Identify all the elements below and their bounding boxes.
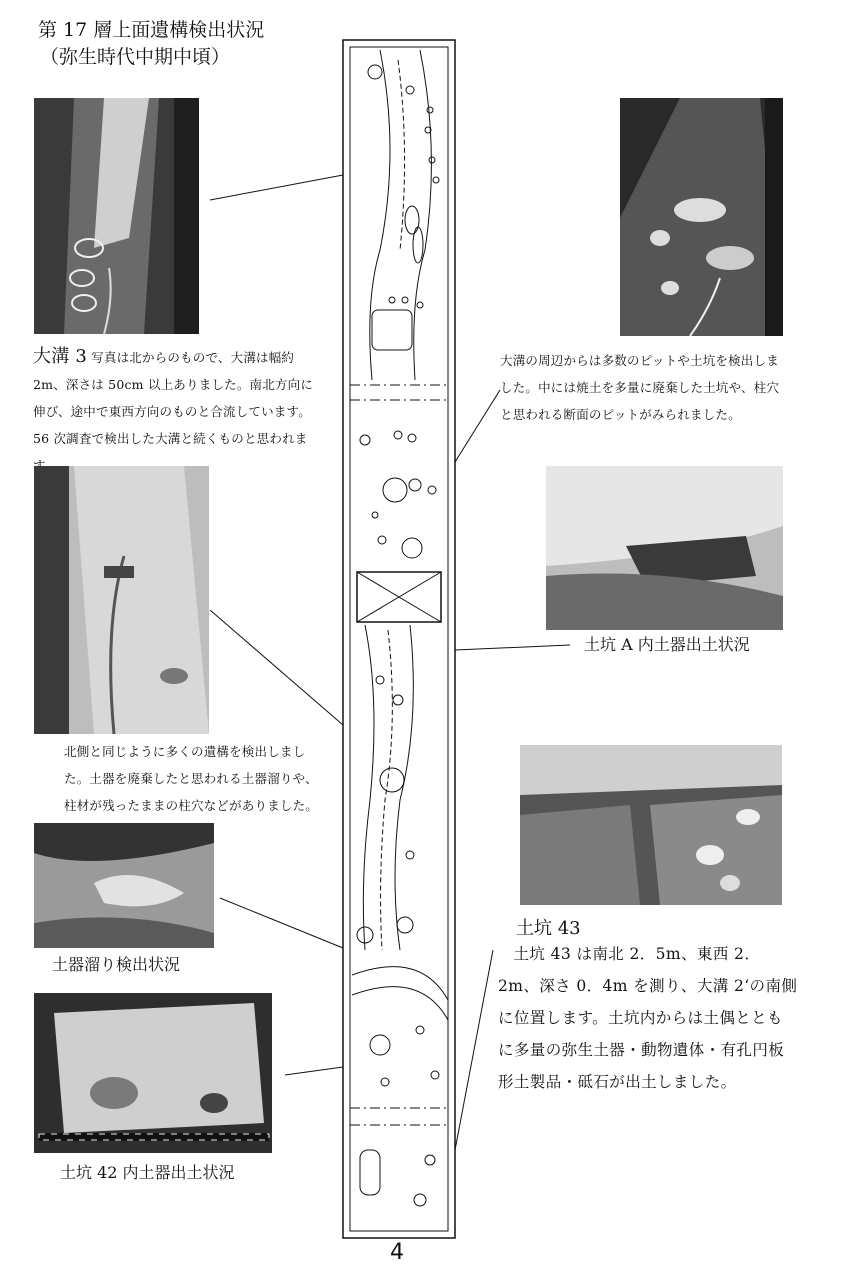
omizo3-heading: 大溝 3	[33, 346, 87, 367]
omizo3-text: 写真は北からのもので、大溝は幅約 2m、深さは 50cm 以上ありました。南北方向に伸び、途中で東西方向のものと合流しています。56 次調査で検出した大溝と続くものと思われま	[33, 350, 314, 446]
page-title: 第 17 層上面遺構検出状況	[38, 19, 265, 41]
omizo-surround-text: 大溝の周辺からは多数のピットや土坑を検出しました。中には焼土を多量に廃棄した土坑や、柱穴と思われる断面のピットがみられました。	[500, 353, 780, 422]
dokou42-caption: 土坑 42 内土器出土状況	[60, 1163, 235, 1182]
doki-damari-caption: 土器溜り検出状況	[52, 955, 181, 974]
dokou43-text: 土坑 43 は南北 2．5m、東西 2．2m、深さ 0．4m を測り、大溝 2‘の南側に位置します。土坑内からは土偶とともに多量の弥生土器・動物遺体・有孔円板形土製品・砥石が出土しました。	[498, 945, 798, 1091]
north-side-text: 北側と同じように多くの遺構を検出しました。土器を廃棄したと思われる土器溜りや、柱材が残ったままの柱穴などがありました。	[64, 744, 319, 813]
dokou43-heading: 土坑 43	[516, 918, 581, 939]
page-subtitle: （弥生時代中期中頃）	[40, 46, 231, 68]
page-number: 4	[390, 1240, 404, 1265]
dokou-a-caption: 土坑 A 内土器出土状況	[584, 635, 750, 654]
